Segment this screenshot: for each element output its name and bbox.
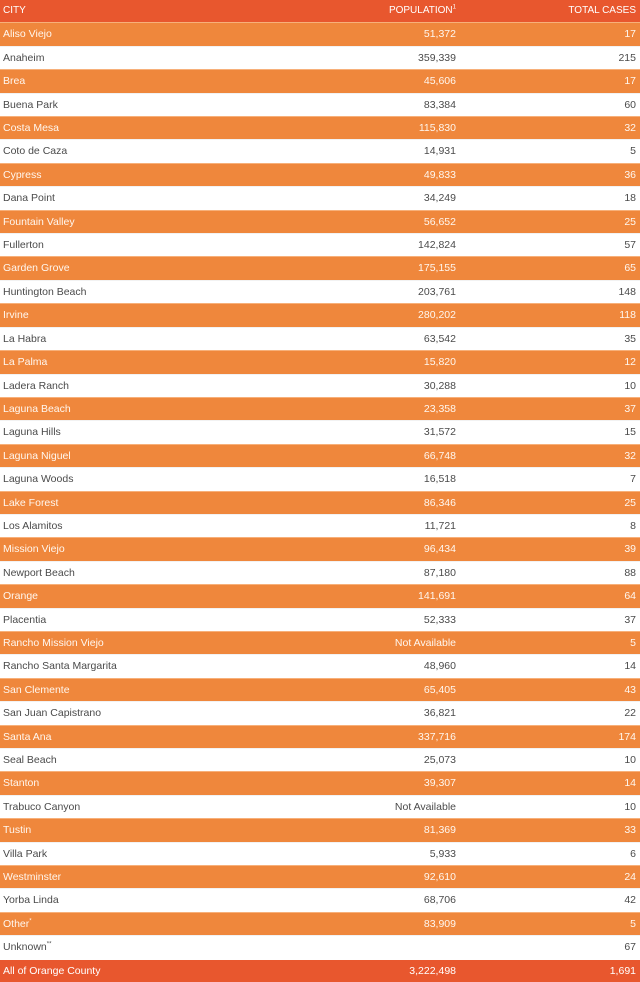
table-body [0, 23, 640, 959]
total-cases-cell: 174 [460, 725, 640, 748]
city-name: Laguna Niguel [3, 449, 71, 462]
population-cell: 83,909 [240, 912, 460, 935]
population-cell: 23,358 [240, 397, 460, 420]
population-cell: 203,761 [240, 280, 460, 303]
city-name: Brea [3, 75, 26, 88]
table-row [0, 889, 640, 912]
total-label: All of Orange County [0, 959, 240, 982]
total-cases-cell: 10 [460, 374, 640, 397]
population-cell: 11,721 [240, 514, 460, 537]
city-cell [0, 234, 240, 257]
population-cell: 30,288 [240, 374, 460, 397]
total-cases-cell: 118 [460, 304, 640, 327]
total-cases-cell: 22 [460, 702, 640, 725]
city-name: Aliso Viejo [3, 28, 52, 41]
population-cell: 115,830 [240, 117, 460, 140]
total-cases-cell: 67 [460, 936, 640, 959]
population-cell: 68,706 [240, 889, 460, 912]
table-row [0, 538, 640, 561]
city-name: Huntington Beach [3, 285, 87, 298]
population-cell: 5,933 [240, 842, 460, 865]
table-row [0, 468, 640, 491]
city-name: Yorba Linda [3, 894, 59, 907]
total-row [0, 959, 640, 982]
total-population: 3,222,498 [240, 959, 460, 982]
table-row [0, 561, 640, 584]
city-name: Dana Point [3, 192, 55, 205]
city-cell [0, 70, 240, 93]
city-cell [0, 397, 240, 420]
population-cell: 86,346 [240, 491, 460, 514]
city-name: Irvine [3, 309, 29, 322]
table-row [0, 421, 640, 444]
city-name: Ladera Ranch [3, 379, 69, 392]
population-cell: 51,372 [240, 23, 460, 46]
table-row [0, 23, 640, 46]
total-cases-cell: 64 [460, 585, 640, 608]
city-cell [0, 444, 240, 467]
table-row [0, 70, 640, 93]
city-cell [0, 257, 240, 280]
city-name: Tustin [3, 824, 32, 837]
population-cell: 49,833 [240, 163, 460, 186]
city-cell [0, 702, 240, 725]
population-cell: 16,518 [240, 468, 460, 491]
total-cases-cell: 24 [460, 866, 640, 889]
population-cell: 87,180 [240, 561, 460, 584]
city-name: San Juan Capistrano [3, 707, 102, 720]
city-name: La Palma [3, 356, 48, 369]
table-header-row [0, 0, 640, 23]
city-name: Orange [3, 590, 39, 603]
total-cases-cell: 7 [460, 468, 640, 491]
population-cell: 36,821 [240, 702, 460, 725]
city-name: Mission Viejo [3, 543, 65, 556]
total-cases-cell: 148 [460, 280, 640, 303]
city-name: Lake Forest [3, 496, 59, 509]
population-cell: 63,542 [240, 327, 460, 350]
city-name: Laguna Woods [3, 473, 74, 486]
total-cases-cell: 25 [460, 210, 640, 233]
total-cases-cell: 57 [460, 234, 640, 257]
total-cases-cell: 12 [460, 351, 640, 374]
table-row [0, 327, 640, 350]
city-name: Westminster [3, 871, 62, 884]
table-row [0, 117, 640, 140]
city-name: Santa Ana [3, 730, 52, 743]
population-cell: 66,748 [240, 444, 460, 467]
city-cell [0, 210, 240, 233]
table-row [0, 866, 640, 889]
city-name: Villa Park [3, 847, 48, 860]
total-cases-cell: 33 [460, 819, 640, 842]
population-cell: 34,249 [240, 187, 460, 210]
table-row [0, 608, 640, 631]
table-row [0, 936, 640, 959]
total-cases-cell: 36 [460, 163, 640, 186]
table-row [0, 234, 640, 257]
table-row [0, 397, 640, 420]
total-cases-cell: 37 [460, 608, 640, 631]
total-cases-cell: 5 [460, 140, 640, 163]
total-cases-cell: 215 [460, 46, 640, 69]
total-cases-cell: 25 [460, 491, 640, 514]
city-cell [0, 631, 240, 654]
population-cell: 65,405 [240, 678, 460, 701]
city-cell [0, 46, 240, 69]
city-name: Cypress [3, 168, 42, 181]
city-cell [0, 866, 240, 889]
total-cases-cell: 88 [460, 561, 640, 584]
city-name: Garden Grove [3, 262, 70, 275]
city-cell [0, 912, 240, 935]
city-cell [0, 327, 240, 350]
city-name: Rancho Mission Viejo [3, 636, 104, 649]
city-name: Fullerton [3, 239, 44, 252]
table-row [0, 304, 640, 327]
population-cell: 337,716 [240, 725, 460, 748]
city-name: Laguna Beach [3, 402, 71, 415]
population-cell: 15,820 [240, 351, 460, 374]
city-name: Stanton [3, 777, 40, 790]
city-cell [0, 795, 240, 818]
city-cell [0, 23, 240, 46]
total-cases-cell: 17 [460, 23, 640, 46]
population-cell: 280,202 [240, 304, 460, 327]
population-cell: Not Available [240, 631, 460, 654]
table-row [0, 772, 640, 795]
population-cell: 14,931 [240, 140, 460, 163]
table-row [0, 678, 640, 701]
population-cell: 39,307 [240, 772, 460, 795]
population-cell: 175,155 [240, 257, 460, 280]
table-row [0, 749, 640, 772]
city-name: Other [3, 917, 30, 930]
population-cell: Not Available [240, 795, 460, 818]
header-population [240, 0, 460, 23]
total-cases-cell: 10 [460, 749, 640, 772]
population-cell: 83,384 [240, 93, 460, 116]
city-name: Laguna Hills [3, 426, 61, 439]
total-cases-cell: 39 [460, 538, 640, 561]
total-cases-cell: 5 [460, 631, 640, 654]
city-cell [0, 655, 240, 678]
total-cases-cell: 42 [460, 889, 640, 912]
city-footnote-marker: ** [46, 941, 52, 948]
city-name: Unknown [3, 941, 47, 954]
population-cell: 56,652 [240, 210, 460, 233]
city-cell [0, 608, 240, 631]
table-row [0, 140, 640, 163]
table-row [0, 491, 640, 514]
city-cell [0, 468, 240, 491]
city-cell [0, 585, 240, 608]
table-row [0, 46, 640, 69]
total-cases: 1,691 [460, 959, 640, 982]
table-row [0, 93, 640, 116]
table-row [0, 842, 640, 865]
population-cell: 31,572 [240, 421, 460, 444]
total-cases-cell: 60 [460, 93, 640, 116]
city-name: Placentia [3, 613, 47, 626]
city-name: Anaheim [3, 51, 45, 64]
population-cell: 92,610 [240, 866, 460, 889]
table-row [0, 163, 640, 186]
population-cell: 359,339 [240, 46, 460, 69]
header-population-label: POPULATION [388, 5, 453, 16]
city-name: La Habra [3, 332, 47, 345]
city-name: Coto de Caza [3, 145, 68, 158]
city-cell [0, 749, 240, 772]
city-cell [0, 514, 240, 537]
city-name: Fountain Valley [3, 215, 75, 228]
total-cases-cell: 43 [460, 678, 640, 701]
population-cell: 142,824 [240, 234, 460, 257]
total-cases-cell: 35 [460, 327, 640, 350]
total-cases-cell: 14 [460, 655, 640, 678]
city-cell [0, 678, 240, 701]
table-row [0, 257, 640, 280]
city-cell [0, 421, 240, 444]
population-cell: 25,073 [240, 749, 460, 772]
table-row [0, 819, 640, 842]
table-row [0, 912, 640, 935]
city-footnote-marker: * [29, 918, 32, 925]
city-cell [0, 491, 240, 514]
table-row [0, 795, 640, 818]
total-cases-cell: 14 [460, 772, 640, 795]
city-cell [0, 538, 240, 561]
city-name: San Clemente [3, 683, 70, 696]
city-cell [0, 561, 240, 584]
header-city: CITY [3, 5, 26, 16]
total-cases-cell: 15 [460, 421, 640, 444]
population-cell: 96,434 [240, 538, 460, 561]
table-row [0, 351, 640, 374]
total-cases-cell: 10 [460, 795, 640, 818]
city-cell [0, 140, 240, 163]
total-cases-cell: 32 [460, 117, 640, 140]
table-row [0, 725, 640, 748]
city-cell [0, 374, 240, 397]
table-row [0, 702, 640, 725]
city-name: Trabuco Canyon [3, 800, 81, 813]
header-total-cases: TOTAL CASES [568, 5, 636, 16]
city-cell [0, 889, 240, 912]
table-row [0, 514, 640, 537]
population-cell: 48,960 [240, 655, 460, 678]
table-row [0, 374, 640, 397]
population-cell: 52,333 [240, 608, 460, 631]
population-cell: 81,369 [240, 819, 460, 842]
total-cases-cell: 65 [460, 257, 640, 280]
total-cases-cell: 6 [460, 842, 640, 865]
header-population-footnote: 1 [452, 4, 456, 11]
city-cell [0, 280, 240, 303]
table-row [0, 280, 640, 303]
total-cases-cell: 32 [460, 444, 640, 467]
city-name: Buena Park [3, 98, 58, 111]
city-cell [0, 936, 240, 959]
city-cell [0, 187, 240, 210]
table-row [0, 655, 640, 678]
total-cases-cell: 17 [460, 70, 640, 93]
city-name: Newport Beach [3, 566, 75, 579]
table-row [0, 585, 640, 608]
table-row [0, 444, 640, 467]
city-name: Seal Beach [3, 754, 57, 766]
city-cell [0, 163, 240, 186]
city-cell [0, 842, 240, 865]
population-cell: 141,691 [240, 585, 460, 608]
total-cases-cell: 5 [460, 912, 640, 935]
table-row [0, 631, 640, 654]
total-cases-cell: 18 [460, 187, 640, 210]
city-cell [0, 819, 240, 842]
city-cell [0, 304, 240, 327]
population-cell [240, 936, 460, 959]
table-row [0, 187, 640, 210]
city-name: Costa Mesa [3, 122, 60, 135]
population-cell: 45,606 [240, 70, 460, 93]
city-cell [0, 117, 240, 140]
city-name: Rancho Santa Margarita [3, 660, 117, 673]
city-cell [0, 93, 240, 116]
table-row [0, 210, 640, 233]
city-name: Los Alamitos [3, 519, 63, 532]
city-cell [0, 772, 240, 795]
total-cases-cell: 8 [460, 514, 640, 537]
total-cases-cell: 37 [460, 397, 640, 420]
city-cell [0, 351, 240, 374]
city-cell [0, 725, 240, 748]
